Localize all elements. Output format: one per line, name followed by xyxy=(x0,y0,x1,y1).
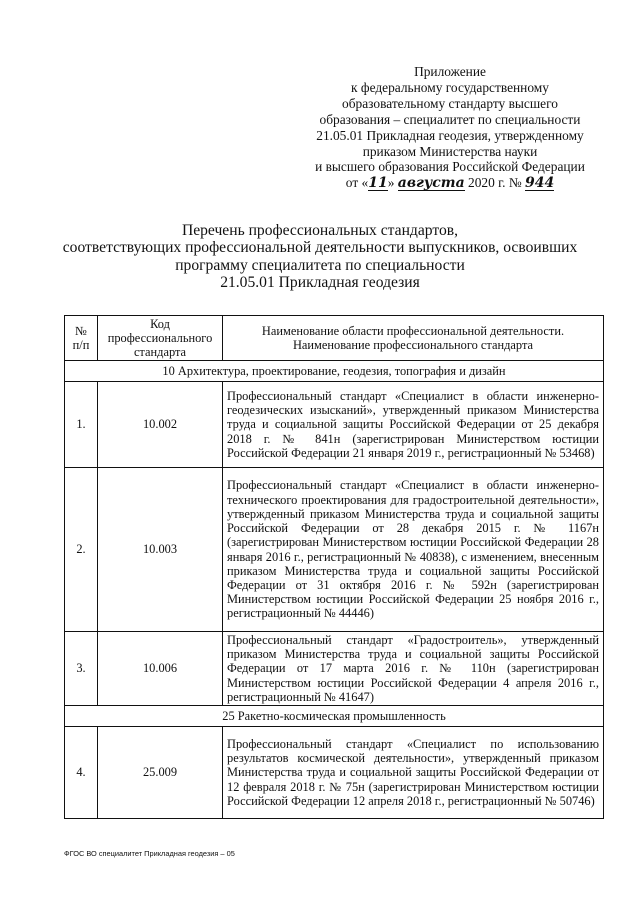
handwritten-month: августа xyxy=(397,175,465,192)
appendix-line: к федеральному государственному xyxy=(351,79,549,95)
row-code: 25.009 xyxy=(98,727,223,819)
handwritten-day: 11 xyxy=(368,175,388,192)
appendix-line: образовательному стандарту высшего xyxy=(342,95,558,111)
header-code: Код профессионального стандарта xyxy=(98,316,223,361)
appendix-line: образования – специалитет по специальности xyxy=(319,111,581,127)
header-number: № п/п xyxy=(65,316,98,361)
appendix-header xyxy=(300,64,600,191)
table-row xyxy=(65,382,604,468)
row-code: 10.002 xyxy=(98,382,223,468)
table-row xyxy=(65,632,604,706)
date-year: 2020 г. № xyxy=(464,175,525,191)
title-line: программу специалитета по специальности xyxy=(175,256,465,274)
section-title: 25 Ракетно-космическая промышленность xyxy=(65,706,604,727)
row-number: 4. xyxy=(65,727,98,819)
appendix-line: приказом Министерства науки xyxy=(362,143,538,159)
appendix-line: и высшего образования Российской Федерации xyxy=(315,159,585,175)
row-description: Профессиональный стандарт «Специалист в области инженерно-технического проектирования для градостроительной деятельности», утвержденный приказом Министерства труда и социальной защиты Российской Федерации от 28 декабря 2015 г. № 1167н (зарегистрирован Министерством юстиции Российской Федерации 28 января 2016 г., регистрационный № 40838), с изменением, внесенным приказом Министерства труда и социальной защиты Российской Федерации от 31 октября 2016 г. № 592н (зарегистрирован Министерством юстиции Российской Федерации 25 ноября 2016 г., регистрационный № 44446) xyxy=(223,468,604,632)
row-code: 10.003 xyxy=(98,468,223,632)
page-footer: ФГОС ВО специалитет Прикладная геодезия – 05 xyxy=(64,849,235,858)
table-row xyxy=(65,468,604,632)
date-prefix: от « xyxy=(345,175,369,191)
table-header-row xyxy=(65,316,604,361)
title-line: Перечень профессиональных стандартов, xyxy=(181,222,459,239)
handwritten-order-number: 944 xyxy=(524,175,555,192)
section-row xyxy=(65,706,604,727)
title-line: соответствующих профессиональной деятельности выпускников, освоивших xyxy=(62,239,578,257)
appendix-line: Приложение xyxy=(414,64,486,79)
row-description: Профессиональный стандарт «Специалист по использованию результатов космической деятельности», утвержденный приказом Министерства труда и социальной защиты Российской Федерации от 12 февраля 2018 г. № 75н (зарегистрирован Министерством юстиции Российской Федерации 12 апреля 2018 г., регистрационный № 50746) xyxy=(223,727,604,819)
section-row xyxy=(65,361,604,382)
row-description: Профессиональный стандарт «Градостроитель», утвержденный приказом Министерства труда и социальной защиты Российской Федерации от 17 марта 2016 г. № 110н (зарегистрирован Министерством юстиции Российской Федерации 4 апреля 2016 г., регистрационный № 41647) xyxy=(223,632,604,706)
section-title: 10 Архитектура, проектирование, геодезия, топография и дизайн xyxy=(65,361,604,382)
title-line: 21.05.01 Прикладная геодезия xyxy=(220,274,420,292)
row-number: 2. xyxy=(65,468,98,632)
row-number: 3. xyxy=(65,632,98,706)
table-row xyxy=(65,727,604,819)
standards-table xyxy=(64,315,604,819)
header-name: Наименование области профессиональной деятельности. Наименование профессионального стандарта xyxy=(223,316,604,361)
document-title xyxy=(60,222,580,292)
appendix-date xyxy=(300,175,600,191)
row-number: 1. xyxy=(65,382,98,468)
appendix-line: 21.05.01 Прикладная геодезия, утвержденному xyxy=(316,127,584,143)
row-code: 10.006 xyxy=(98,632,223,706)
row-description: Профессиональный стандарт «Специалист в области инженерно-геодезических изысканий», утвержденный приказом Министерства труда и социальной защиты Российской Федерации от 25 декабря 2018 г. № 841н (зарегистрирован Министерством юстиции Российской Федерации 21 января 2019 г., регистрационный № 53468) xyxy=(223,382,604,468)
date-mid: » xyxy=(387,175,398,191)
